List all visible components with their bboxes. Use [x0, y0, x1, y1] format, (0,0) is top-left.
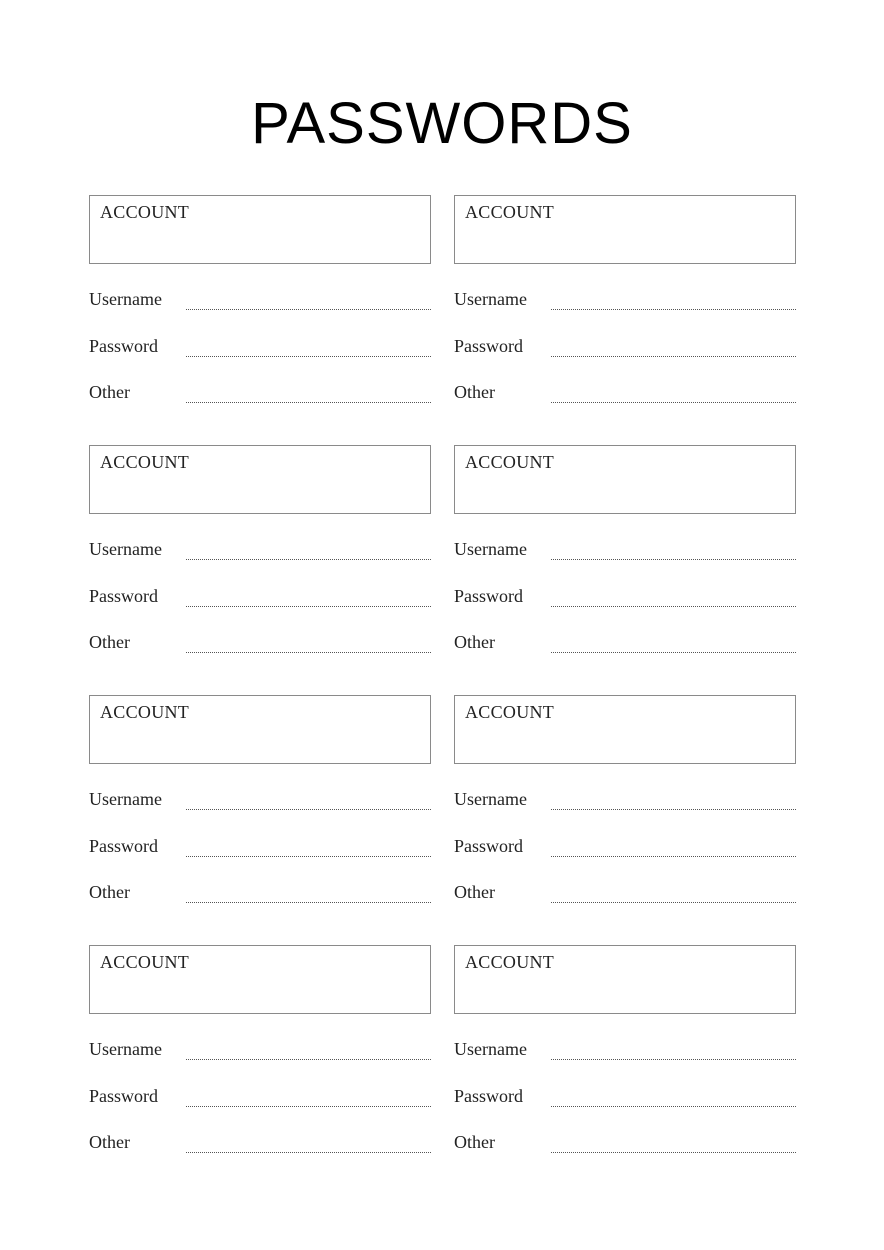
other-label: Other [454, 382, 495, 402]
password-entry [89, 945, 431, 1195]
other-label: Other [89, 632, 130, 652]
password-field[interactable] [454, 1086, 796, 1116]
other-line [186, 902, 431, 903]
password-label: Password [454, 1086, 524, 1106]
password-entry [89, 695, 431, 945]
username-field[interactable] [454, 539, 796, 569]
password-line [186, 606, 431, 607]
password-label: Password [89, 586, 159, 606]
other-label: Other [454, 882, 495, 902]
other-label: Other [89, 882, 130, 902]
username-label: Username [89, 539, 162, 559]
password-line [551, 1106, 796, 1107]
password-field[interactable] [89, 836, 431, 866]
password-line [551, 356, 796, 357]
username-label: Username [454, 289, 527, 309]
password-entry [454, 195, 796, 445]
username-label: Username [454, 789, 527, 809]
account-field[interactable] [454, 195, 796, 264]
password-label: Password [454, 586, 524, 606]
other-line [551, 652, 796, 653]
username-label: Username [89, 1039, 162, 1059]
account-field[interactable] [89, 445, 431, 514]
account-field[interactable] [454, 945, 796, 1014]
username-line [186, 559, 431, 560]
password-line [186, 856, 431, 857]
password-field[interactable] [89, 1086, 431, 1116]
username-line [186, 1059, 431, 1060]
password-entry [454, 945, 796, 1195]
account-label: ACCOUNT [100, 452, 190, 472]
account-label: ACCOUNT [465, 952, 555, 972]
username-field[interactable] [89, 289, 431, 319]
other-label: Other [454, 632, 495, 652]
username-line [551, 559, 796, 560]
username-line [186, 309, 431, 310]
account-label: ACCOUNT [465, 702, 555, 722]
other-line [551, 902, 796, 903]
password-entries-grid [89, 195, 796, 1195]
password-entry [89, 445, 431, 695]
other-field[interactable] [89, 382, 431, 412]
other-line [186, 1152, 431, 1153]
username-line [551, 809, 796, 810]
password-entry [454, 695, 796, 945]
other-field[interactable] [454, 1132, 796, 1162]
account-label: ACCOUNT [100, 702, 190, 722]
other-line [186, 402, 431, 403]
account-label: ACCOUNT [100, 952, 190, 972]
username-label: Username [454, 1039, 527, 1059]
password-field[interactable] [454, 586, 796, 616]
password-label: Password [89, 336, 159, 356]
other-label: Other [454, 1132, 495, 1152]
account-field[interactable] [89, 945, 431, 1014]
page-title: PASSWORDS [251, 91, 633, 156]
password-entry [454, 445, 796, 695]
password-field[interactable] [89, 586, 431, 616]
username-line [551, 1059, 796, 1060]
account-label: ACCOUNT [465, 202, 555, 222]
password-label: Password [454, 336, 524, 356]
username-field[interactable] [454, 1039, 796, 1069]
account-field[interactable] [89, 695, 431, 764]
username-field[interactable] [89, 789, 431, 819]
password-field[interactable] [454, 336, 796, 366]
password-label: Password [454, 836, 524, 856]
username-line [186, 809, 431, 810]
other-field[interactable] [89, 632, 431, 662]
other-field[interactable] [454, 382, 796, 412]
other-line [551, 1152, 796, 1153]
other-field[interactable] [89, 1132, 431, 1162]
username-line [551, 309, 796, 310]
username-field[interactable] [89, 1039, 431, 1069]
account-label: ACCOUNT [100, 202, 190, 222]
account-field[interactable] [454, 695, 796, 764]
password-label: Password [89, 836, 159, 856]
other-label: Other [89, 382, 130, 402]
other-field[interactable] [454, 632, 796, 662]
account-field[interactable] [89, 195, 431, 264]
account-field[interactable] [454, 445, 796, 514]
username-field[interactable] [454, 289, 796, 319]
password-line [186, 1106, 431, 1107]
password-line [551, 856, 796, 857]
other-label: Other [89, 1132, 130, 1152]
account-label: ACCOUNT [465, 452, 555, 472]
other-line [551, 402, 796, 403]
password-line [186, 356, 431, 357]
other-field[interactable] [454, 882, 796, 912]
username-label: Username [89, 789, 162, 809]
other-line [186, 652, 431, 653]
password-label: Password [89, 1086, 159, 1106]
username-label: Username [454, 539, 527, 559]
password-field[interactable] [89, 336, 431, 366]
username-field[interactable] [454, 789, 796, 819]
password-line [551, 606, 796, 607]
other-field[interactable] [89, 882, 431, 912]
username-label: Username [89, 289, 162, 309]
password-field[interactable] [454, 836, 796, 866]
username-field[interactable] [89, 539, 431, 569]
password-entry [89, 195, 431, 445]
